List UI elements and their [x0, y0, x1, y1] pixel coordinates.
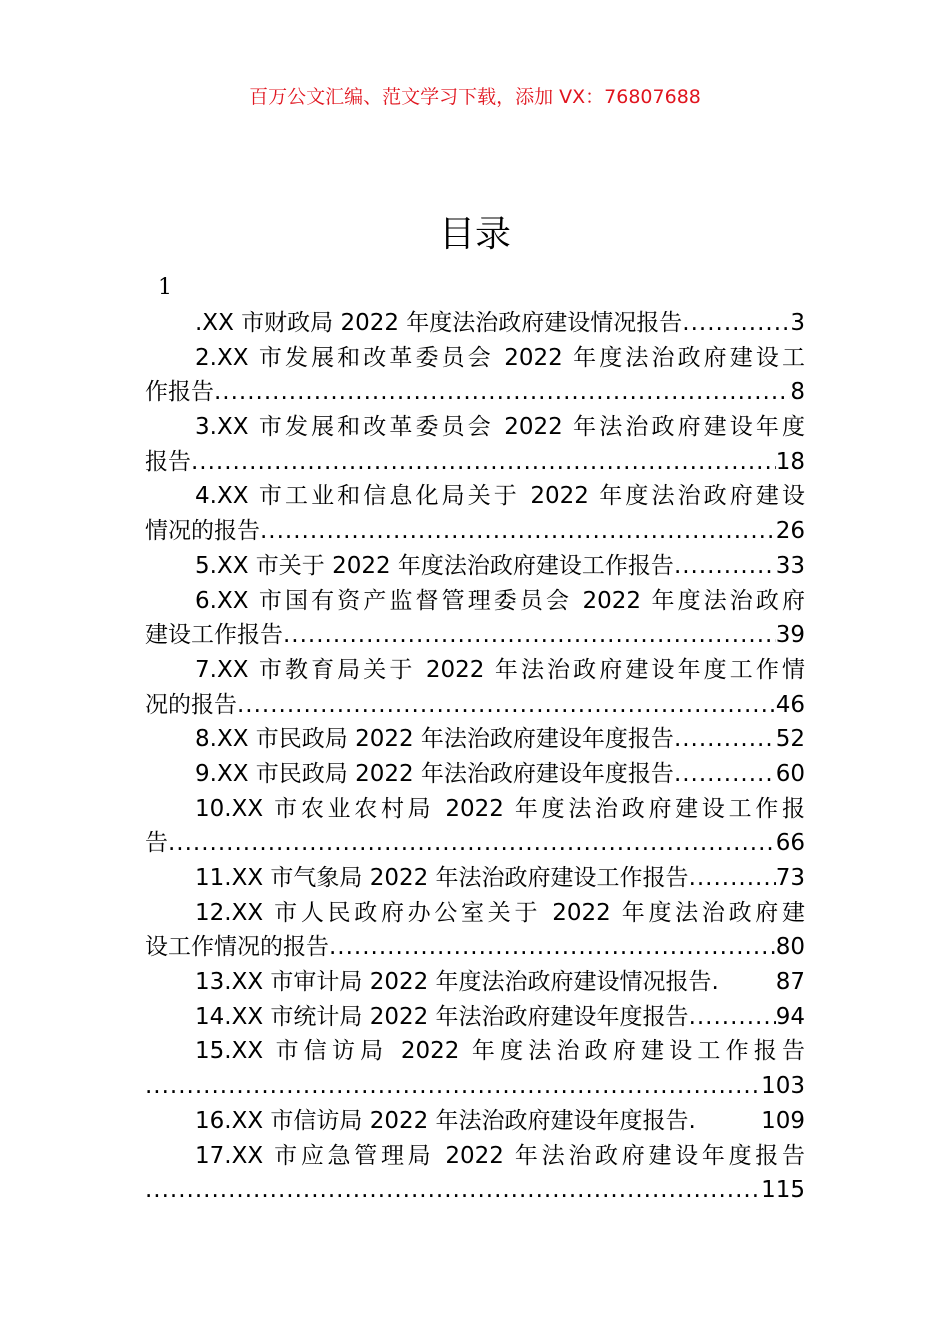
dot-leader: [191, 445, 776, 480]
toc-entry-11[interactable]: [145, 861, 805, 896]
toc-entry-16[interactable]: [145, 1104, 805, 1139]
toc-entry-5[interactable]: [145, 549, 805, 584]
dot-leader: [674, 722, 776, 757]
toc-entry-title: 10.XX 市农业农村局 2022 年度法治政府建设工作报: [195, 795, 805, 822]
toc-entry-title-cont: 告: [145, 830, 168, 857]
entry-number-fragment: 1: [158, 275, 172, 300]
toc-entry-10[interactable]: [145, 792, 805, 861]
toc-title: 目录: [438, 214, 511, 255]
dot-leader: [674, 549, 776, 584]
toc-entry-title: 3.XX 市发展和改革委员会 2022 年法治政府建设年度: [195, 414, 805, 441]
toc-entry-page: 80: [775, 934, 805, 961]
toc-entry-2[interactable]: [145, 341, 805, 410]
dot-leader: [283, 618, 776, 653]
toc-entry-title: 16.XX 市信访局 2022 年法治政府建设年度报告.: [195, 1107, 704, 1134]
toc-entry-page: 3: [790, 310, 805, 336]
toc-entry-title-cont: 情况的报告: [145, 518, 260, 545]
toc-entry-page: 46: [775, 691, 805, 718]
toc-entry-12[interactable]: [145, 896, 805, 965]
toc-entry-page: 87: [775, 969, 805, 996]
toc-entry-title: 13.XX 市审计局 2022 年度法治政府建设情况报告.: [195, 969, 727, 996]
toc-entry-14[interactable]: [145, 1000, 805, 1035]
toc-entry-page: 33: [775, 552, 805, 579]
toc-entry-title: 5.XX 市关于 2022 年度法治政府建设工作报告: [195, 552, 674, 579]
toc-entry-page: 52: [775, 726, 805, 753]
toc-entry-title: 11.XX 市气象局 2022 年法治政府建设工作报告: [195, 865, 689, 891]
toc-entry-9[interactable]: [145, 757, 805, 792]
toc-entry-page: 115: [761, 1177, 805, 1204]
toc-entry-4[interactable]: [145, 479, 805, 548]
dot-leader: [145, 1069, 761, 1104]
table-of-contents: [145, 306, 805, 1208]
dot-leader: [674, 757, 776, 792]
toc-entry-page: 103: [761, 1073, 805, 1100]
toc-entry-title: 9.XX 市民政局 2022 年法治政府建设年度报告: [195, 760, 674, 787]
toc-entry-page: 8: [790, 379, 805, 406]
dot-leader: [682, 306, 790, 341]
toc-entry-7[interactable]: [145, 653, 805, 722]
toc-entry-title: 7.XX 市教育局关于 2022 年法治政府建设年度工作情: [195, 656, 805, 683]
toc-entry-title: .XX 市财政局 2022 年度法治政府建设情况报告: [195, 310, 683, 336]
dot-leader: [689, 861, 776, 896]
dot-leader: [237, 688, 776, 723]
toc-entry-page: 60: [775, 760, 805, 787]
toc-entry-3[interactable]: [145, 410, 805, 479]
toc-entry-title-cont: 况的报告: [145, 691, 237, 718]
dot-leader: [145, 1173, 761, 1208]
toc-entry-page: 66: [775, 830, 805, 857]
toc-entry-title-cont: 设工作情况的报告: [145, 934, 329, 961]
watermark-banner: 百万公文汇编、范文学习下载，添加 VX：76807688: [249, 86, 701, 108]
dot-leader: [689, 1000, 776, 1035]
toc-entry-title: 2.XX 市发展和改革委员会 2022 年度法治政府建设工: [195, 344, 805, 371]
toc-entry-page: 109: [761, 1107, 805, 1134]
toc-entry-title: 6.XX 市国有资产监督管理委员会 2022 年度法治政府: [195, 587, 805, 614]
toc-entry-8[interactable]: [145, 722, 805, 757]
toc-entry-title: 4.XX 市工业和信息化局关于 2022 年度法治政府建设: [195, 483, 805, 510]
dot-leader: [214, 375, 790, 410]
toc-entry-title-cont: 报告: [145, 448, 191, 475]
toc-entry-page: 26: [775, 518, 805, 545]
toc-entry-page: 73: [775, 865, 805, 891]
toc-entry-page: 39: [775, 622, 805, 649]
toc-entry-6[interactable]: [145, 584, 805, 653]
toc-entry-title: 14.XX 市统计局 2022 年法治政府建设年度报告: [195, 1003, 689, 1030]
toc-entry-page: 18: [775, 448, 805, 475]
toc-entry-13[interactable]: [145, 965, 805, 1000]
dot-leader: [329, 930, 776, 965]
toc-entry-17[interactable]: [145, 1139, 805, 1208]
toc-entry-title-cont: 建设工作报告: [145, 622, 283, 649]
toc-entry-title: 17.XX 市应急管理局 2022 年法治政府建设年度报告: [195, 1142, 805, 1169]
toc-entry-1[interactable]: [145, 306, 805, 341]
toc-entry-title: 8.XX 市民政局 2022 年法治政府建设年度报告: [195, 726, 674, 753]
toc-entry-title-cont: 作报告: [145, 379, 214, 406]
dot-leader: [168, 826, 776, 861]
toc-entry-title: 15.XX 市信访局 2022 年度法治政府建设工作报告: [195, 1038, 805, 1065]
toc-entry-15[interactable]: [145, 1034, 805, 1103]
toc-entry-title: 12.XX 市人民政府办公室关于 2022 年度法治政府建: [195, 899, 805, 926]
dot-leader: [260, 514, 776, 549]
toc-entry-page: 94: [775, 1003, 805, 1030]
